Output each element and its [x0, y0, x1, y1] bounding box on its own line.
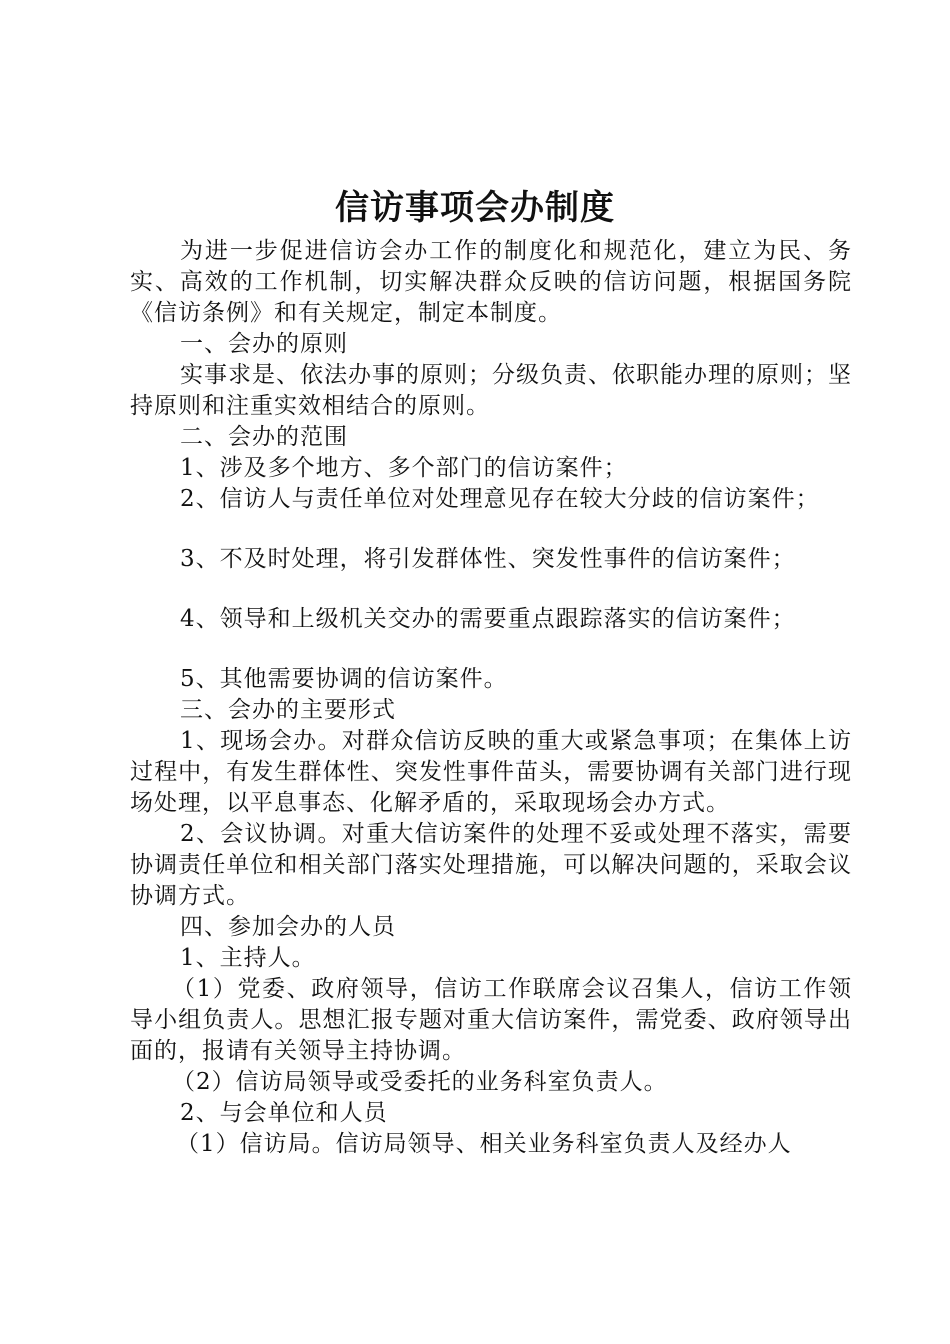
- scope-item-3: 3、不及时处理，将引发群体性、突发性事件的信访案件；: [180, 546, 796, 572]
- participants-subitem-1-2: （2）信访局领导或受委托的业务科室负责人。: [172, 1069, 668, 1095]
- intro-paragraph: 为进一步促进信访会办工作的制度化和规范化，建立为民、务实、高效的工作机制，切实解决群众反映的信访问题，根据国务院《信访条例》和有关规定，制定本制度。: [130, 238, 852, 326]
- scope-item-1: 1、涉及多个地方、多个部门的信访案件；: [180, 455, 628, 481]
- section-heading-participants: 四、参加会办的人员: [180, 914, 396, 940]
- forms-item-2: 2、会议协调。对重大信访案件的处理不妥或处理不落实，需要协调责任单位和相关部门落实处理措施，可以解决问题的，采取会议协调方式。: [130, 821, 852, 909]
- section-heading-scope: 二、会办的范围: [180, 424, 348, 450]
- participants-item-2: 2、与会单位和人员: [180, 1100, 388, 1126]
- scope-item-4: 4、领导和上级机关交办的需要重点跟踪落实的信访案件；: [180, 606, 796, 632]
- scope-item-5: 5、其他需要协调的信访案件。: [180, 666, 508, 692]
- document-title: 信访事项会办制度: [335, 188, 615, 228]
- principles-paragraph: 实事求是、依法办事的原则；分级负责、依职能办理的原则；坚持原则和注重实效相结合的原则。: [130, 362, 852, 419]
- section-heading-principles: 一、会办的原则: [180, 331, 348, 357]
- document-body: [130, 236, 852, 1160]
- participants-subitem-1-1: （1）党委、政府领导，信访工作联席会议召集人，信访工作领导小组负责人。思想汇报专题对重大信访案件，需党委、政府领导出面的，报请有关领导主持协调。: [130, 976, 852, 1064]
- scope-item-2: 2、信访人与责任单位对处理意见存在较大分歧的信访案件；: [180, 486, 820, 512]
- participants-subitem-2-1: （1）信访局。信访局领导、相关业务科室负责人及经办人: [176, 1131, 792, 1157]
- forms-item-1: 1、现场会办。对群众信访反映的重大或紧急事项；在集体上访过程中，有发生群体性、突发性事件苗头，需要协调有关部门进行现场处理，以平息事态、化解矛盾的，采取现场会办方式。: [130, 728, 852, 816]
- section-heading-forms: 三、会办的主要形式: [180, 697, 396, 723]
- participants-item-1: 1、主持人。: [180, 945, 316, 971]
